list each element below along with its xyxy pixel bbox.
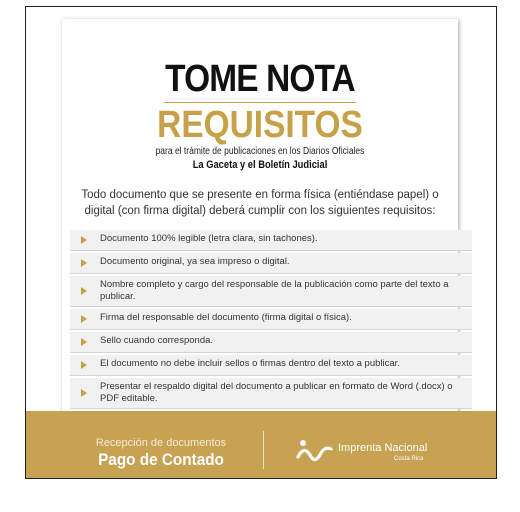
logo-country: Costa Rica: [394, 456, 424, 462]
requirement-text: Documento 100% legible (letra clara, sin tachones).: [100, 233, 318, 244]
requirement-text: Presentar el respaldo digital del documento a publicar en formato de Word (.docx) o PDF editable.: [100, 381, 453, 404]
list-item: [70, 378, 472, 408]
intro-text: Todo documento que se presente en forma física (entiéndase papel) o digital (con firma digital) deberá cumplir con los siguientes requisitos:: [81, 189, 439, 217]
list-item: [70, 253, 472, 273]
subtitle-line-1: para el trámite de publicaciones en los Diarios Oficiales: [155, 146, 365, 157]
requirement-text: Documento original, ya sea impreso o digital.: [100, 256, 290, 267]
requirements-list: [70, 230, 472, 411]
requirement-text: El documento no debe incluir sellos o firmas dentro del texto a publicar.: [100, 358, 400, 369]
subtitle-line-2: La Gaceta y el Boletín Judicial: [192, 159, 328, 171]
title-divider: [164, 102, 356, 103]
document-frame: [25, 6, 497, 479]
footer-divider: [263, 431, 264, 469]
gold-triangle-bullet-icon: [81, 338, 87, 346]
list-item: [70, 309, 472, 329]
page-subtitle: REQUISITOS: [157, 104, 363, 146]
requirement-text: Sello cuando corresponda.: [100, 335, 214, 346]
requirement-text: Nombre completo y cargo del responsable de la publicación como parte del texto a publicar.: [100, 279, 449, 302]
gold-triangle-bullet-icon: [81, 287, 87, 295]
gold-triangle-bullet-icon: [81, 361, 87, 369]
footer-title: Pago de Contado: [98, 450, 224, 469]
gold-triangle-bullet-icon: [81, 259, 87, 267]
footer-banner: [26, 411, 497, 479]
gold-triangle-bullet-icon: [81, 236, 87, 244]
list-item: [70, 332, 472, 352]
page-title: TOME NOTA: [165, 58, 355, 100]
imprenta-nacional-logo-icon: [294, 437, 334, 467]
list-item: [70, 230, 472, 250]
footer-subtitle: Recepción de documentos: [95, 437, 227, 449]
requirement-text: Firma del responsable del documento (firma digital o física).: [100, 312, 352, 323]
logo-name: Imprenta Nacional: [338, 442, 428, 454]
gold-triangle-bullet-icon: [81, 389, 87, 397]
list-item: [70, 355, 472, 375]
gold-triangle-bullet-icon: [81, 315, 87, 323]
list-item: [70, 276, 472, 306]
